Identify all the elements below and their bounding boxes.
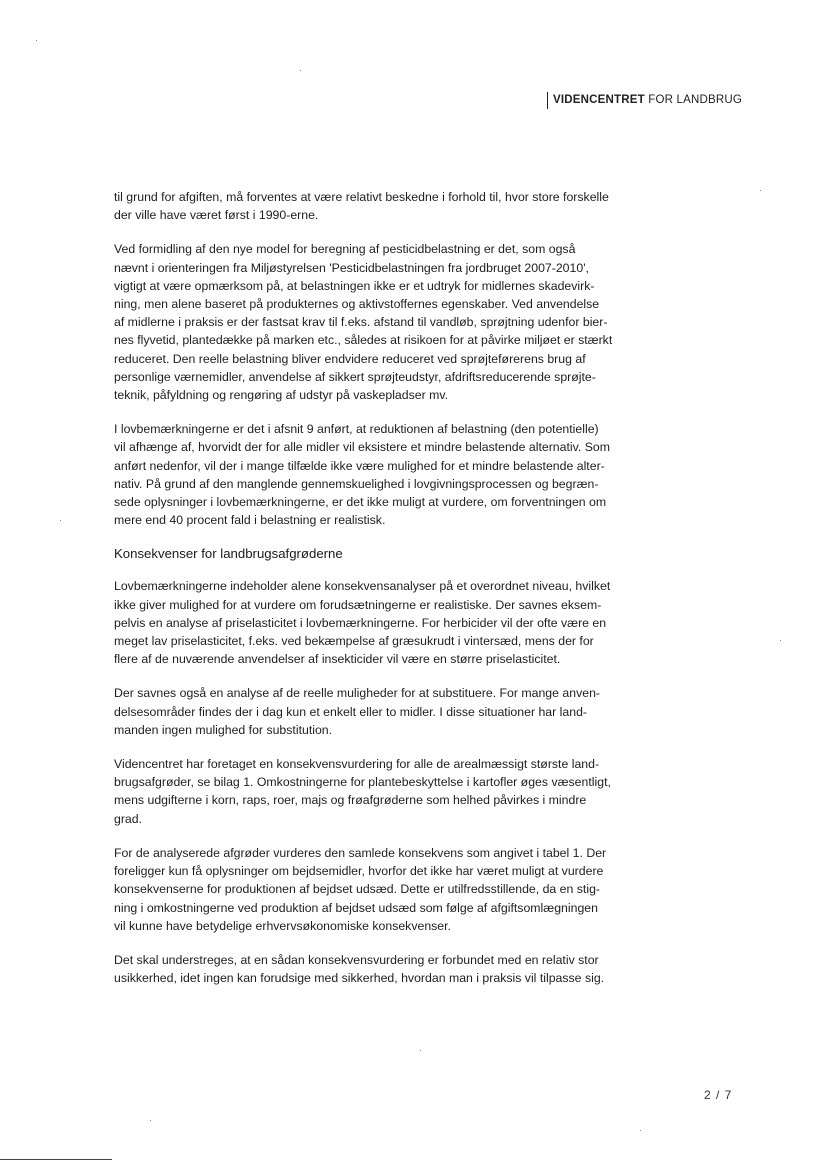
paragraph-line: anført nedenfor, vil der i mange tilfælde ikke være mulighed for et mindre belastende alter-: [114, 458, 605, 473]
paragraph-line: vil afhænge af, hvorvidt der for alle midler vil eksistere et mindre belastende alternativ. Som: [114, 440, 610, 455]
intro-paragraph: [114, 240, 654, 404]
footer-rule: [0, 1159, 112, 1160]
paragraph-line: teknik, påfyldning og rengøring af udstyr på vaskepladser mv.: [114, 388, 449, 403]
section-heading: Konsekvenser for landbrugsafgrøderne: [114, 546, 343, 562]
paragraph-line: mere end 40 procent fald i belastning er realistisk.: [114, 513, 386, 528]
organization-name-rest: FOR LANDBRUG: [644, 94, 743, 106]
paragraph-line: ning i omkostningerne ved produktion af bejdset udsæd som følge af afgiftsomlægningen: [114, 900, 598, 915]
organization-name: [553, 94, 742, 106]
paragraph-line: grad.: [114, 811, 143, 826]
intro-paragraph: [114, 420, 654, 529]
paragraph-line: vigtigt at være opmærksom på, at belastningen ikke er et udtryk for midlernes skadevirk-: [114, 278, 595, 293]
paragraph-line: delsesområder findes der i dag kun et enkelt eller to midler. I disse situationer har land-: [114, 704, 587, 719]
section-paragraph: [114, 951, 654, 987]
paragraph-line: Der savnes også en analyse af de reelle muligheder for at substituere. For mange anven-: [114, 686, 600, 701]
paragraph-line: personlige værnemidler, anvendelse af sikkert sprøjteudstyr, afdriftsreducerende sprøjte-: [114, 369, 596, 384]
page-header: [547, 91, 742, 109]
paragraph-line: sede oplysninger i lovbemærkningerne, er det ikke muligt at vurdere, om forventningen om: [114, 495, 607, 510]
page-number: 2 / 7: [704, 1088, 733, 1102]
paragraph-line: brugsafgrøder, se bilag 1. Omkostningerne for plantebeskyttelse i kartofler øges væsentligt,: [114, 775, 611, 790]
intro-paragraphs: [114, 188, 654, 529]
section-paragraphs: [114, 577, 654, 987]
section-paragraph: [114, 684, 654, 739]
paragraph-line: Lovbemærkningerne indeholder alene konsekvensanalyser på et overordnet niveau, hvilket: [114, 579, 611, 594]
paragraph-line: nes flyvetid, plantedække på marken etc., således at risikoen for at påvirke miljøet er stærkt: [114, 333, 613, 348]
document-body: [114, 188, 654, 1003]
paragraph-line: nativ. På grund af den manglende gennemskuelighed i lovgivningsprocessen og begræn-: [114, 476, 599, 491]
paragraph-line: konsekvenserne for produktionen af bejdset udsæd. Dette er utilfredsstillende, da en stig-: [114, 882, 601, 897]
paragraph-line: Ved formidling af den nye model for beregning af pesticidbelastning er det, som også: [114, 242, 576, 257]
paragraph-line: ning, men alene baseret på produkternes og aktivstoffernes egenskaber. Ved anvendelse: [114, 297, 600, 312]
paragraph-line: flere af de nuværende anvendelser af insekticider vil være en større priselasticitet.: [114, 652, 561, 667]
paragraph-line: pelvis en analyse af priselasticitet i lovbemærkningerne. For herbicider vil der ofte være en: [114, 615, 607, 630]
paragraph-line: mens udgifterne i korn, raps, roer, majs og frøafgrøderne som helhed påvirkes i mindre: [114, 793, 587, 808]
paragraph-line: I lovbemærkningerne er det i afsnit 9 anført, at reduktionen af belastning (den potentielle): [114, 422, 599, 437]
paragraph-line: usikkerhed, idet ingen kan forudsige med sikkerhed, hvordan man i praksis vil tilpasse sig.: [114, 971, 605, 986]
paragraph-line: Det skal understreges, at en sådan konsekvensvurdering er forbundet med en relativ stor: [114, 952, 599, 967]
paragraph-line: nævnt i orienteringen fra Miljøstyrelsen 'Pesticidbelastningen fra jordbruget 2007-2010',: [114, 260, 589, 275]
intro-paragraph: [114, 188, 654, 224]
paragraph-line: foreligger kun få oplysninger om bejdsemidler, hvorfor det ikke har været muligt at vurdere: [114, 864, 604, 879]
section-paragraph: [114, 755, 654, 828]
paragraph-line: manden ingen mulighed for substitution.: [114, 722, 333, 737]
paragraph-line: der ville have været først i 1990-erne.: [114, 208, 319, 223]
section-paragraph: [114, 577, 654, 668]
paragraph-line: af midlerne i praksis er der fastsat krav til f.eks. afstand til vandløb, sprøjtning udenfor bier-: [114, 315, 608, 330]
header-divider: [547, 92, 548, 109]
organization-name-bold: VIDENCENTRET: [553, 94, 645, 106]
paragraph-line: ikke giver mulighed for at vurdere om forudsætningerne er realistiske. Der savnes eksem-: [114, 597, 602, 612]
section-paragraph: [114, 844, 654, 935]
paragraph-line: til grund for afgiften, må forventes at være relativt beskedne i forhold til, hvor store forskelle: [114, 190, 609, 204]
paragraph-line: For de analyserede afgrøder vurderes den samlede konsekvens som angivet i tabel 1. Der: [114, 845, 607, 860]
paragraph-line: vil kunne have betydelige erhvervsøkonomiske konsekvenser.: [114, 918, 451, 933]
paragraph-line: Videncentret har foretaget en konsekvensvurdering for alle de arealmæssigt største land-: [114, 757, 600, 772]
paragraph-line: meget lav priselasticitet, f.eks. ved bekæmpelse af græsukrudt i vintersæd, mens der for: [114, 634, 594, 649]
paragraph-line: reduceret. Den reelle belastning bliver endvidere reduceret ved sprøjteførerens brug af: [114, 351, 586, 366]
